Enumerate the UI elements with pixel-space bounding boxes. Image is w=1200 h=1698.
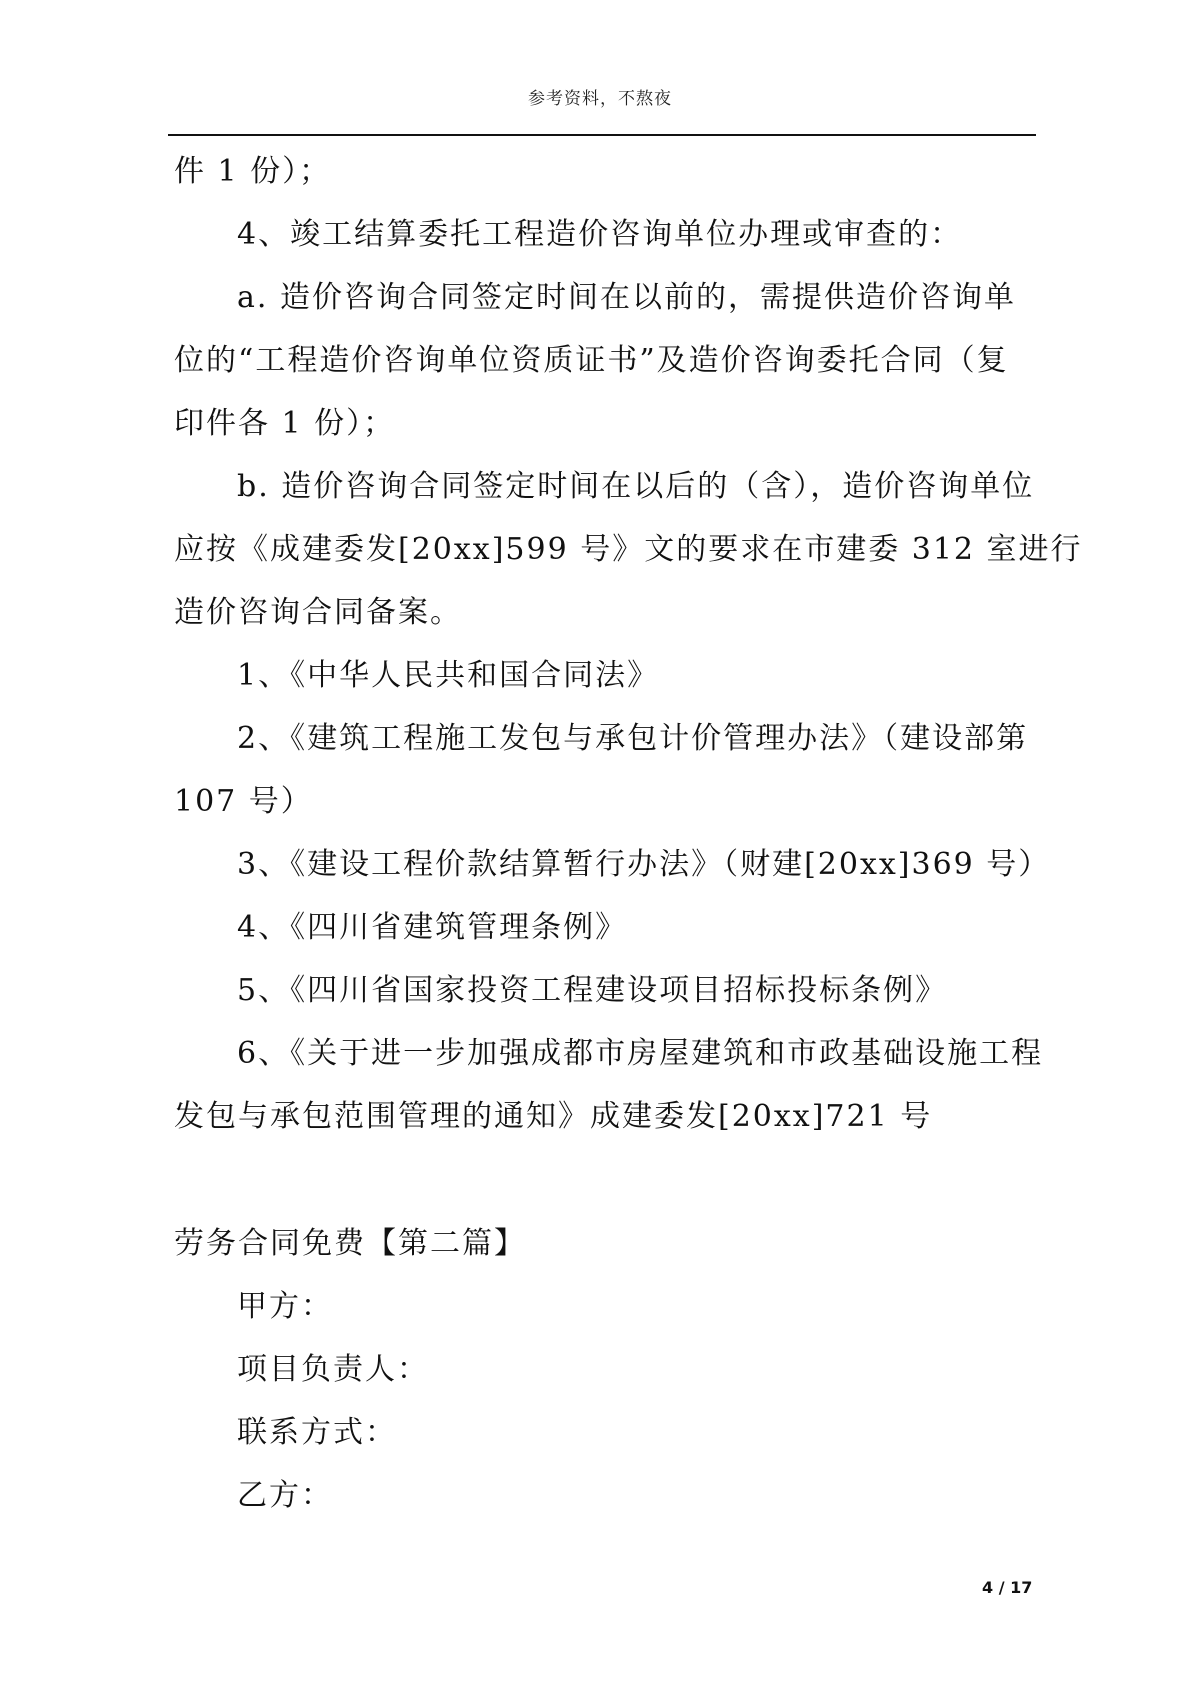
reference-item: 6、《关于进一步加强成都市房屋建筑和市政基础设施工程: [237, 1036, 1044, 1071]
reference-item: 2、《建筑工程施工发包与承包计价管理办法》（建设部第: [237, 721, 1029, 756]
reference-item: 3、《建设工程价款结算暂行办法》（财建[20xx]369 号）: [237, 847, 1051, 882]
reference-item: 4、《四川省建筑管理条例》: [237, 910, 628, 945]
reference-item: 发包与承包范围管理的通知》成建委发[20xx]721 号: [174, 1099, 933, 1134]
paragraph-line: 印件各 1 份）；: [174, 406, 396, 441]
section-title: 劳务合同免费【第二篇】: [174, 1226, 526, 1261]
section-spacer: [174, 1148, 1036, 1212]
reference-item: 5、《四川省国家投资工程建设项目招标投标条例》: [237, 973, 948, 1008]
document-body: [174, 140, 1083, 1527]
paragraph-line: 4、竣工结算委托工程造价咨询单位办理或审查的：: [237, 217, 963, 252]
page-header: 参考资料，不熬夜: [528, 89, 672, 109]
paragraph-line: 件 1 份）；: [174, 154, 332, 189]
project-lead-label: 项目负责人：: [237, 1352, 429, 1387]
party-a-label: 甲方：: [237, 1289, 333, 1324]
party-b-label: 乙方：: [237, 1478, 333, 1513]
paragraph-line: 造价咨询合同备案。: [174, 595, 462, 630]
paragraph-line: 应按《成建委发[20xx]599 号》文的要求在市建委 312 室进行: [174, 532, 1083, 567]
reference-item: 1、《中华人民共和国合同法》: [237, 658, 660, 693]
reference-item: 107 号）: [174, 784, 313, 819]
header-divider: [168, 134, 1036, 136]
paragraph-line: 位的“工程造价咨询单位资质证书”及造价咨询委托合同（复: [174, 343, 1009, 378]
paragraph-line: a. 造价咨询合同签定时间在以前的，需提供造价咨询单: [237, 280, 1016, 315]
contact-label: 联系方式：: [237, 1415, 397, 1450]
page-number: 4 / 17: [982, 1578, 1033, 1597]
paragraph-line: b. 造价咨询合同签定时间在以后的（含），造价咨询单位: [237, 469, 1035, 504]
